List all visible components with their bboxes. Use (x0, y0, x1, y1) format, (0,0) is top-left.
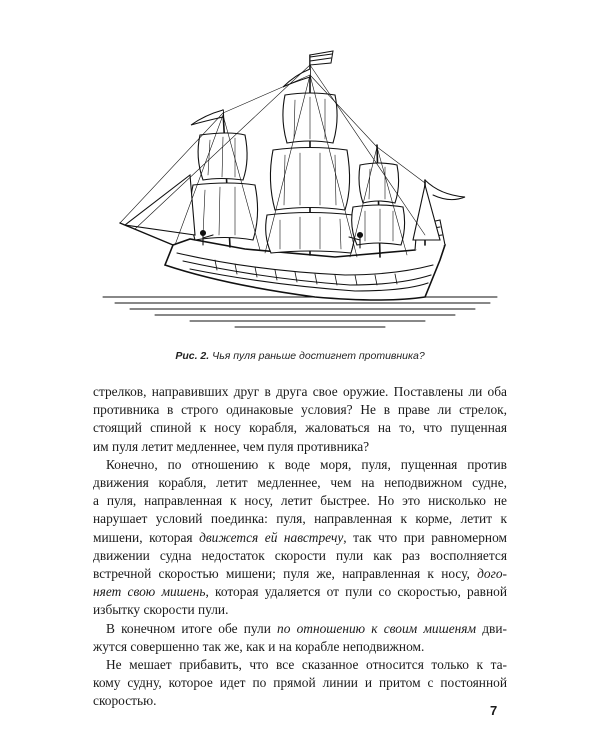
text-line (93, 565, 507, 583)
text-segment: Не мешает прибавить, что все сказанное относится только к та- (106, 657, 507, 673)
text-line (93, 419, 507, 437)
text-line (93, 383, 507, 401)
text-segment-italic: няет свою мишень (93, 584, 206, 600)
sea-lines (103, 297, 497, 327)
caption-label: Рис. 2. (175, 350, 210, 362)
text-line (93, 620, 507, 638)
text-segment-italic: по отношению к своим мишеням (277, 620, 477, 636)
text-segment: Конечно, по отношению к воде моря, пуля, пущенная против (106, 456, 507, 472)
text-segment: жутся совершенно так же, как и на корабле неподвижном. (93, 638, 425, 654)
text-segment: встречной скоростью мишени; пуля же, направленная к носу, (93, 566, 478, 582)
paragraph (93, 656, 507, 711)
paragraph (93, 383, 507, 456)
text-segment: движения корабля, летит медленнее, чем на неподвижном судне, (93, 475, 507, 491)
text-line (93, 601, 507, 619)
text-line (93, 474, 507, 492)
text-line (93, 692, 507, 710)
caption-text: Чья пуля раньше достигнет противника? (212, 350, 425, 362)
text-segment-italic: движется ей навстречу (199, 529, 344, 545)
body-text (93, 383, 507, 711)
text-line (93, 674, 507, 692)
text-line (93, 583, 507, 601)
text-segment: а пуля, направленная к носу, летит быстрее. Но это нисколько не (93, 493, 507, 509)
figure-caption (0, 350, 600, 362)
text-segment: им пуля летит медленнее, чем пуля противника? (93, 438, 370, 454)
text-segment: избытку скорости пули. (93, 602, 229, 618)
text-segment: нарушает условий поединка: пуля, направленная к корме, летит к (93, 511, 507, 527)
text-segment-italic: дого- (477, 566, 507, 582)
text-segment: движении судна недостаток скорости пули как раз восполняется (93, 547, 507, 563)
text-line (93, 529, 507, 547)
text-segment: стоящий спиной к носу корабля, жаловаться на то, что пущенная (93, 420, 507, 436)
text-line (93, 438, 507, 456)
text-segment: кому судну, которое идет по прямой линии и притом с постоянной (93, 675, 507, 691)
text-segment: скоростью. (93, 693, 157, 709)
text-segment: мишени, которая (93, 529, 200, 545)
text-segment: дви- (476, 620, 507, 636)
paragraph (93, 620, 507, 656)
text-segment: , которая удаляется от пули со скоростью, равной (205, 584, 508, 600)
text-line (93, 638, 507, 656)
text-line (93, 547, 507, 565)
text-line (93, 492, 507, 510)
text-segment: стрелков, направивших друг в друга свое оружие. Поставлены ли оба (93, 384, 507, 399)
text-line (93, 510, 507, 528)
text-line (93, 456, 507, 474)
text-segment: , так что при равномерном (343, 529, 507, 545)
text-segment: В конечном итоге обе пули (106, 620, 278, 636)
text-line (93, 401, 507, 419)
text-segment: противника в строго одинаковые условия? Не в праве ли стрелок, (93, 402, 507, 418)
paragraph (93, 456, 507, 620)
page-number: 7 (490, 703, 498, 718)
text-line (93, 656, 507, 674)
ship-sails (125, 93, 440, 253)
sailing-ship-illustration (95, 35, 505, 335)
